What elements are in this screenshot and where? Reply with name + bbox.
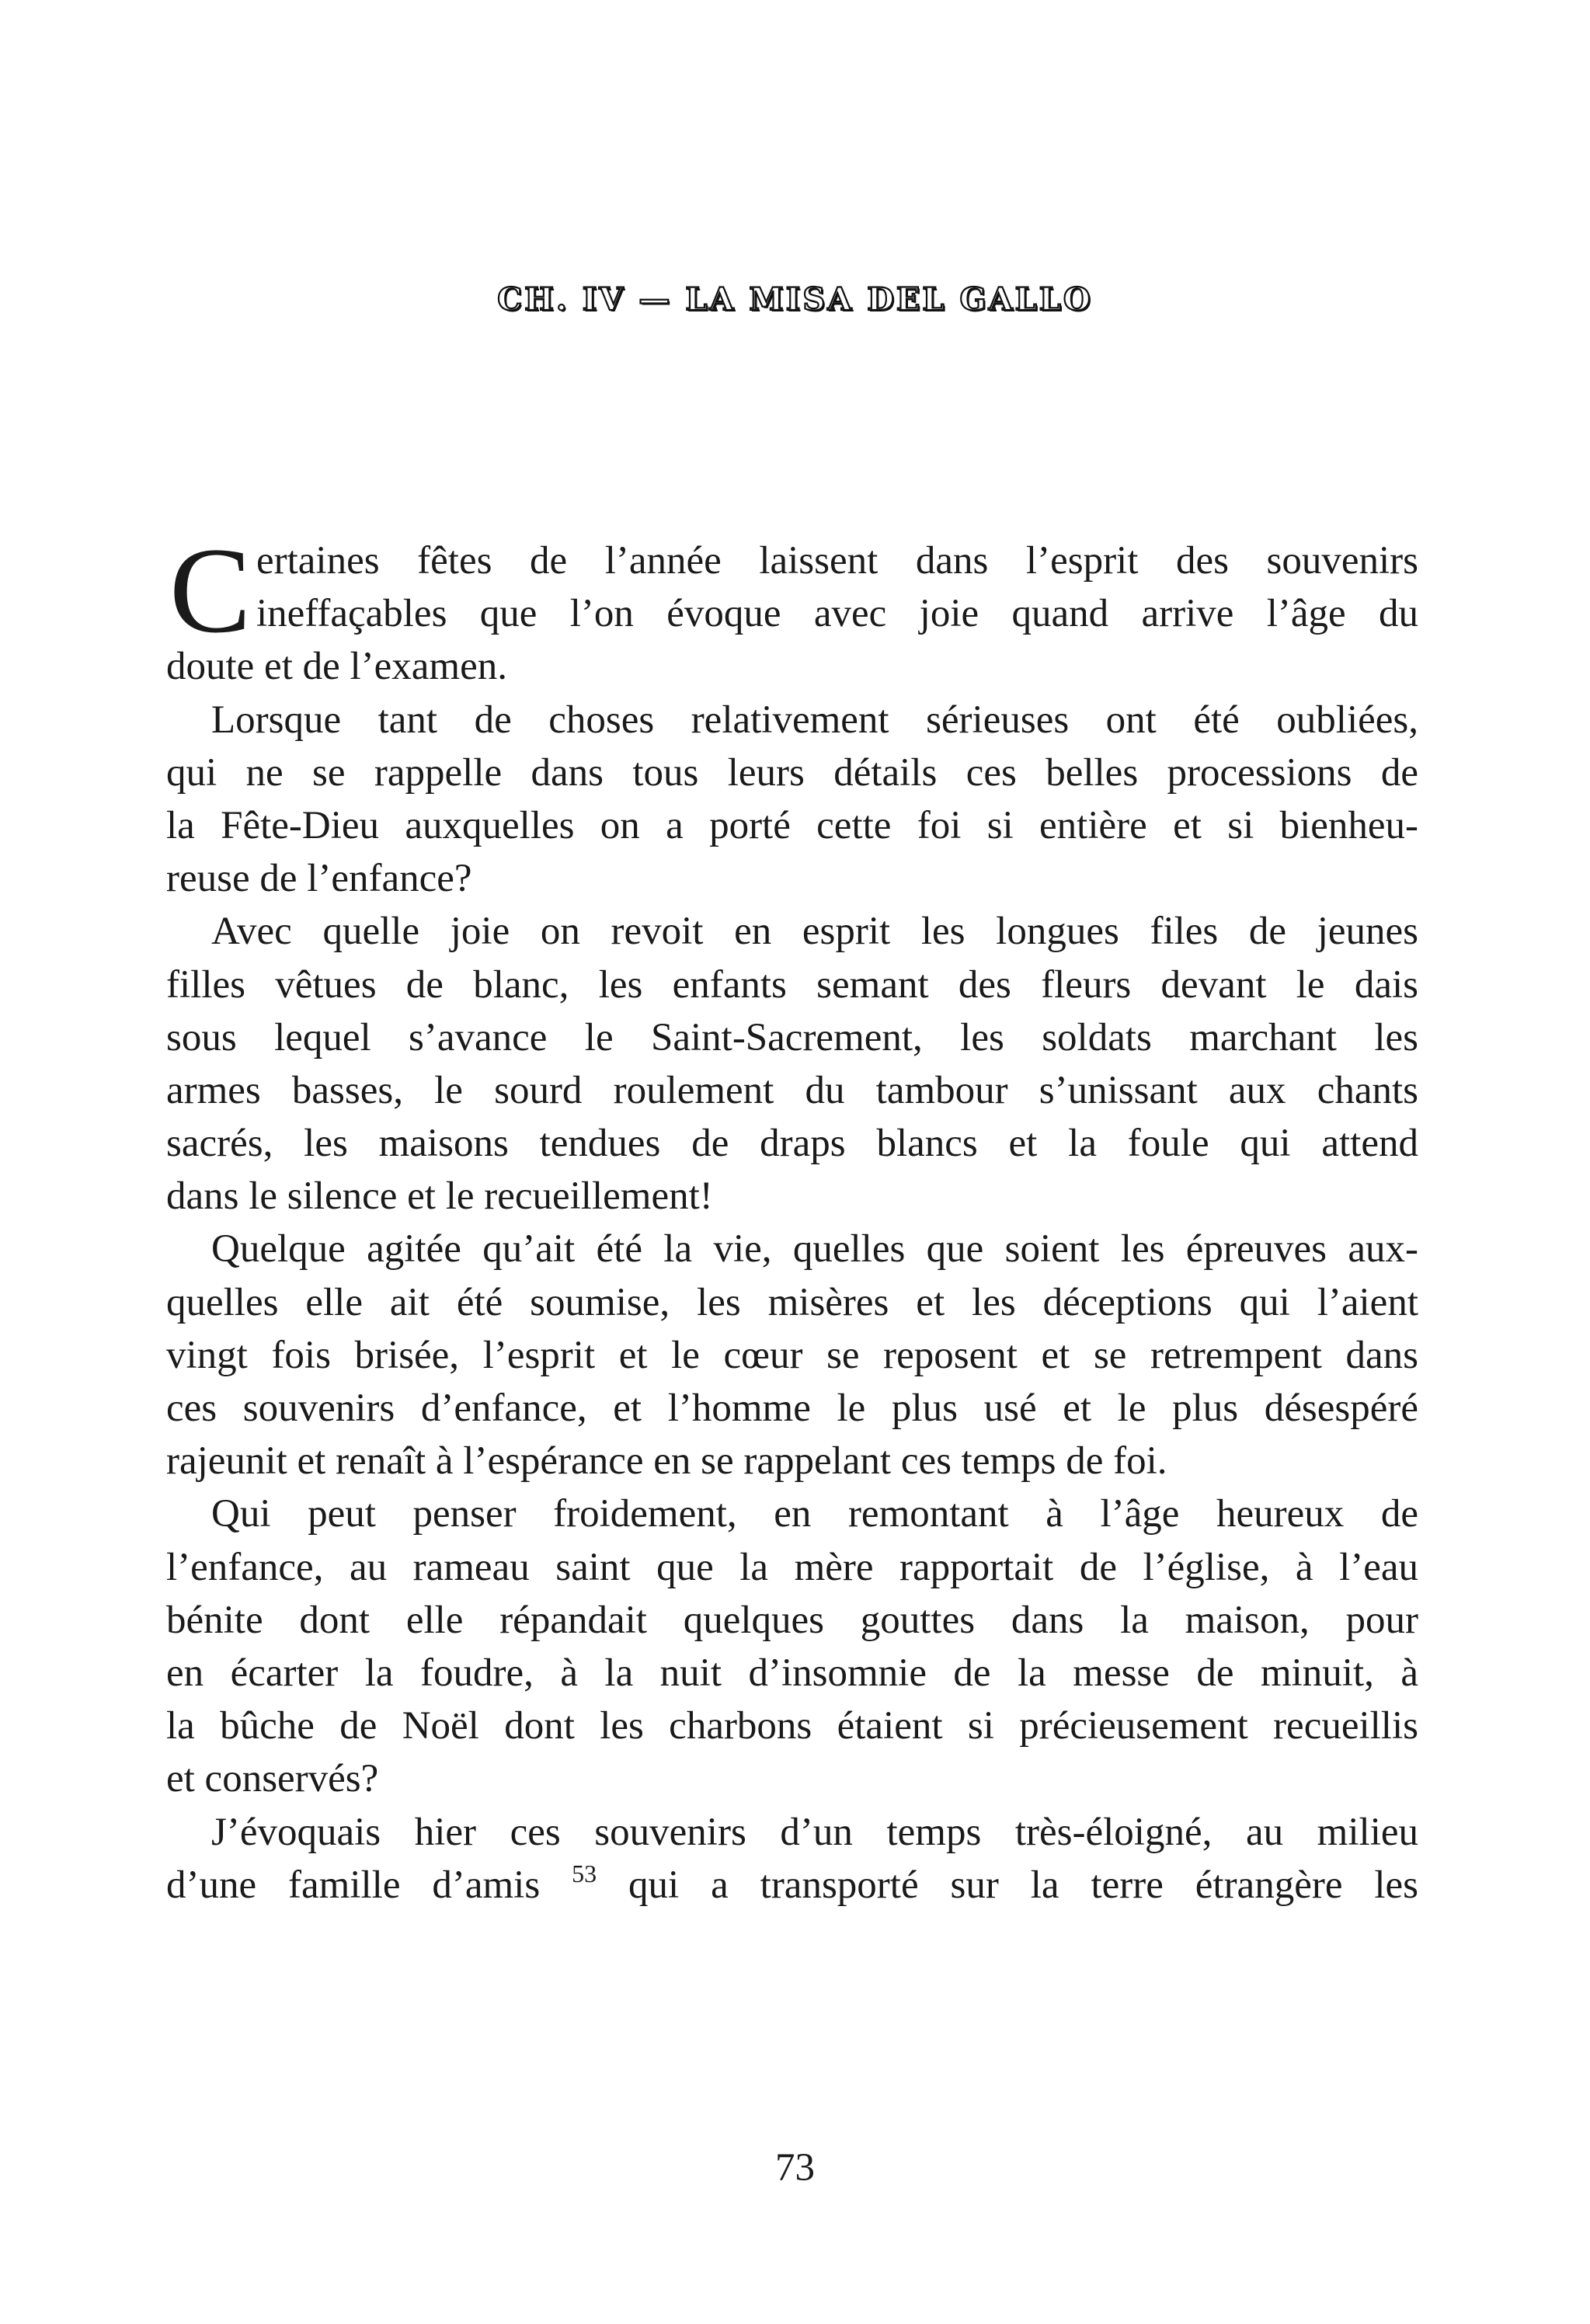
chapter-title <box>0 281 1590 318</box>
text-line: filles vêtues de blanc, les enfants semant des fleurs devant le dais <box>166 962 1418 1007</box>
text-line: quelles elle ait été soumise, les misères et les déceptions qui l’aient <box>166 1280 1418 1324</box>
text-line: ineffaçables que l’on évoque avec joie quand arrive l’âge du <box>256 592 1418 636</box>
drop-cap: C <box>169 523 252 659</box>
text-line-with-footnote <box>166 1859 1418 1912</box>
text-line: vingt fois brisée, l’esprit et le cœur se reposent et se retrempent dans <box>166 1333 1418 1377</box>
text-line: la Fête-Dieu auxquelles on a porté cette foi si entière et si bienheu- <box>166 803 1418 847</box>
chapter-title-text: CH. IV — LA MISA DEL GALLO <box>497 281 1093 318</box>
text-line: Avec quelle joie on revoit en esprit les longues files de jeunes <box>211 910 1418 954</box>
text-line: qui ne se rappelle dans tous leurs détails ces belles processions de <box>166 750 1418 795</box>
text-line: dans le silence et le recueillement! <box>166 1174 713 1219</box>
text-line: doute et de l’examen. <box>166 645 507 689</box>
text-line: et conservés? <box>166 1757 379 1801</box>
text-line: bénite dont elle répandait quelques gouttes dans la maison, pour <box>166 1598 1418 1642</box>
text-segment: d’une famille d’amis <box>166 1863 541 1907</box>
body-text <box>166 534 1418 1912</box>
text-line: reuse de l’enfance? <box>166 857 472 901</box>
page-number: 73 <box>775 2146 815 2190</box>
text-line: sacrés, les maisons tendues de draps blancs et la foule qui attend <box>166 1122 1418 1166</box>
text-line: sous lequel s’avance le Saint-Sacrement, les soldats marchant les <box>166 1015 1418 1059</box>
text-line: ertaines fêtes de l’année laissent dans l’esprit des souvenirs <box>256 539 1418 583</box>
text-line: la bûche de Noël dont les charbons étaient si précieusement recueillis <box>166 1704 1418 1748</box>
text-line: Lorsque tant de choses relativement sérieuses ont été oubliées, <box>211 698 1418 742</box>
text-line: Qui peut penser froidement, en remontant à l’âge heureux de <box>211 1492 1418 1536</box>
text-line: Quelque agitée qu’ait été la vie, quelles que soient les épreuves aux- <box>211 1227 1418 1272</box>
text-line: rajeunit et renaît à l’espérance en se rappelant ces temps de foi. <box>166 1439 1167 1484</box>
text-line: J’évoquais hier ces souvenirs d’un temps très-éloigné, au milieu <box>211 1810 1418 1854</box>
text-line: l’enfance, au rameau saint que la mère rapportait de l’église, à l’eau <box>166 1545 1418 1589</box>
text-segment: qui a transporté sur la terre étrangère les <box>628 1863 1419 1907</box>
text-line: en écarter la foudre, à la nuit d’insomnie de la messe de minuit, à <box>166 1651 1418 1695</box>
text-line: ces souvenirs d’enfance, et l’homme le plus usé et le plus désespéré <box>166 1386 1418 1430</box>
footnote-reference[interactable]: 53 <box>572 1859 597 1887</box>
text-line: armes basses, le sourd roulement du tambour s’unissant aux chants <box>166 1068 1418 1112</box>
